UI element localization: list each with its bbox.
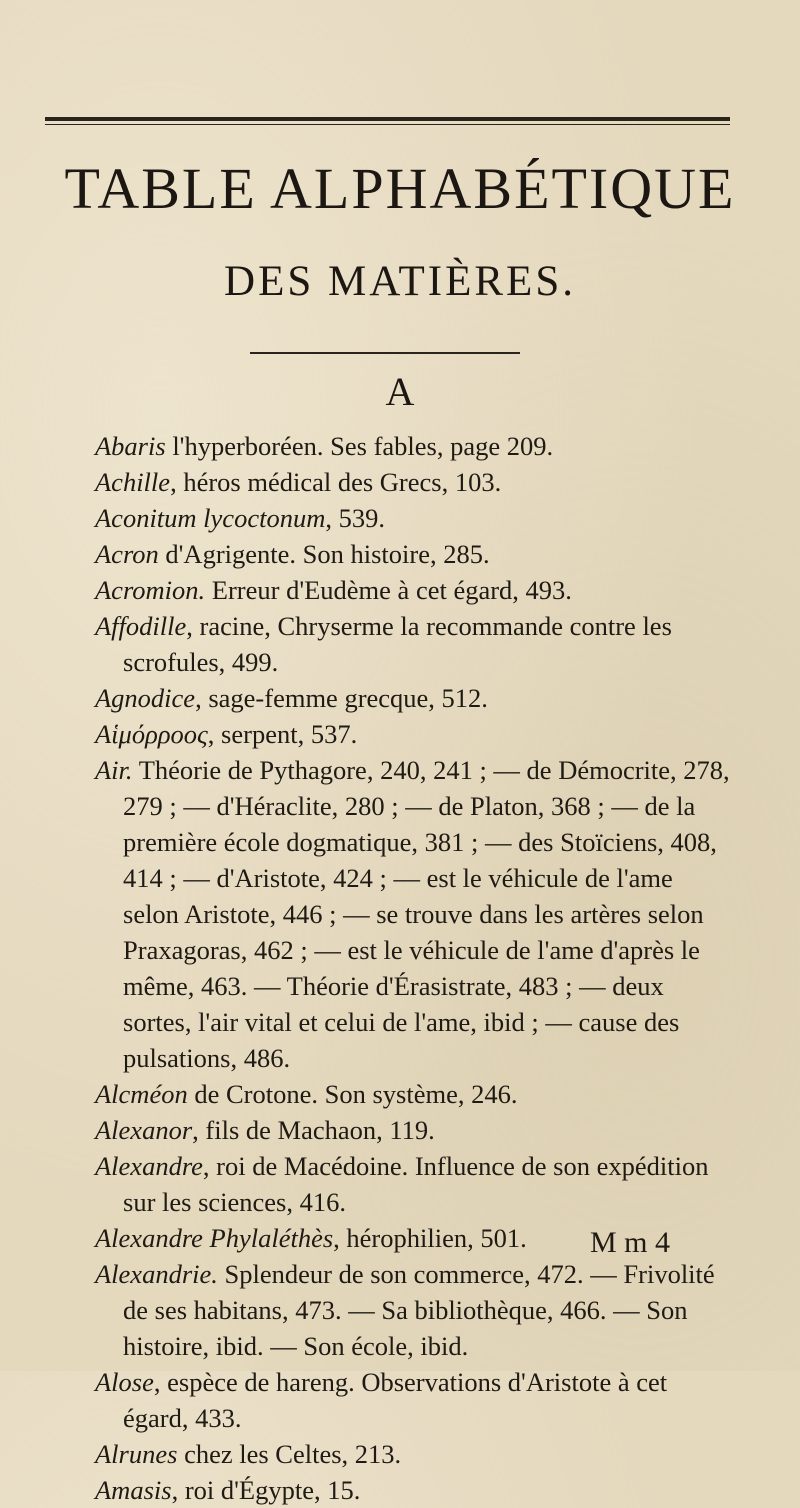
entry-term: Agnodice xyxy=(95,683,196,713)
index-entry xyxy=(95,536,735,572)
index-entry xyxy=(95,716,735,752)
index-entry xyxy=(95,1472,735,1508)
entry-description: l'hyperboréen. Ses fables, page 209. xyxy=(165,431,554,461)
index-entry-list xyxy=(95,428,735,1508)
entry-term: Aconitum lycoctonum xyxy=(95,503,326,533)
index-entry xyxy=(95,1112,735,1148)
entry-description: d'Agrigente. Son histoire, 285. xyxy=(158,539,490,569)
entry-term: Amasis xyxy=(95,1475,172,1505)
index-entry xyxy=(95,1364,735,1436)
signature-mark: M m 4 xyxy=(590,1226,671,1259)
entry-description: chez les Celtes, 213. xyxy=(177,1439,402,1469)
entry-description: Erreur d'Eudème à cet égard, 493. xyxy=(205,575,572,605)
entry-term: Alexanor xyxy=(95,1115,193,1145)
entry-description: , racine, Chryserme la recommande contre les scrofules, 499. xyxy=(123,611,672,677)
entry-term: Affodille xyxy=(95,611,187,641)
entry-term: Αἱμόρροος xyxy=(95,719,208,749)
entry-description: , 539. xyxy=(325,503,385,533)
entry-description: , espèce de hareng. Observations d'Aristote à cet égard, 433. xyxy=(123,1367,668,1433)
section-divider xyxy=(250,352,520,354)
entry-term: Alcméon xyxy=(95,1079,188,1109)
entry-term: Alexandre xyxy=(95,1151,203,1181)
index-entry xyxy=(95,752,735,1076)
entry-description: Théorie de Pythagore, 240, 241 ; — de Démocrite, 278, 279 ; — d'Héraclite, 280 ; — de Platon, 368 ; — de la première école dogmatique, 381 ; — des Stoïciens, 408, 414 ; — d'Aristote, 424 ; — est le véhicule de l'ame selon Aristote, 446 ; — se trouve dans les artères selon Praxagoras, 462 ; — est le véhicule de l'ame d'après le même, 463. — Théorie d'Érasistrate, 483 ; — deux sortes, l'air vital et celui de l'ame, ibid ; — cause des pulsations, 486. xyxy=(123,755,730,1073)
entry-term: Alose xyxy=(95,1367,154,1397)
entry-term: Achille xyxy=(95,467,171,497)
entry-description: , roi de Macédoine. Influence de son expédition sur les sciences, 416. xyxy=(123,1151,709,1217)
entry-description: , héros médical des Grecs, 103. xyxy=(170,467,502,497)
index-entry xyxy=(95,464,735,500)
section-letter: A xyxy=(385,369,415,414)
index-entry xyxy=(95,680,735,716)
entry-description: , sage-femme grecque, 512. xyxy=(195,683,488,713)
entry-term: Acromion. xyxy=(95,575,206,605)
index-entry xyxy=(95,428,735,464)
entry-term: Abaris xyxy=(95,431,166,461)
entry-description: , serpent, 537. xyxy=(207,719,358,749)
index-entry xyxy=(95,1256,735,1364)
entry-description: , roi d'Égypte, 15. xyxy=(171,1475,361,1505)
entry-term: Air. xyxy=(95,755,133,785)
index-entry xyxy=(95,1076,735,1112)
entry-description: de Crotone. Son système, 246. xyxy=(187,1079,518,1109)
index-entry xyxy=(95,1436,735,1472)
index-entry xyxy=(95,572,735,608)
header-double-rule xyxy=(45,117,730,121)
entry-description: , hérophilien, 501. xyxy=(333,1223,527,1253)
page-title: TABLE ALPHABÉTIQUE xyxy=(64,156,736,221)
page-subtitle: DES MATIÈRES. xyxy=(224,258,576,305)
entry-term: Alrunes xyxy=(95,1439,178,1469)
entry-term: Alexandrie. xyxy=(95,1259,218,1289)
index-entry xyxy=(95,500,735,536)
entry-term: Alexandre Phylaléthès xyxy=(95,1223,334,1253)
entry-description: Splendeur de son commerce, 472. — Frivolité de ses habitans, 473. — Sa bibliothèque, 466. — Son histoire, ibid. — Son école, ibid. xyxy=(123,1259,715,1361)
index-entry xyxy=(95,608,735,680)
entry-description: , fils de Machaon, 119. xyxy=(192,1115,435,1145)
index-entry xyxy=(95,1148,735,1220)
entry-term: Acron xyxy=(95,539,159,569)
